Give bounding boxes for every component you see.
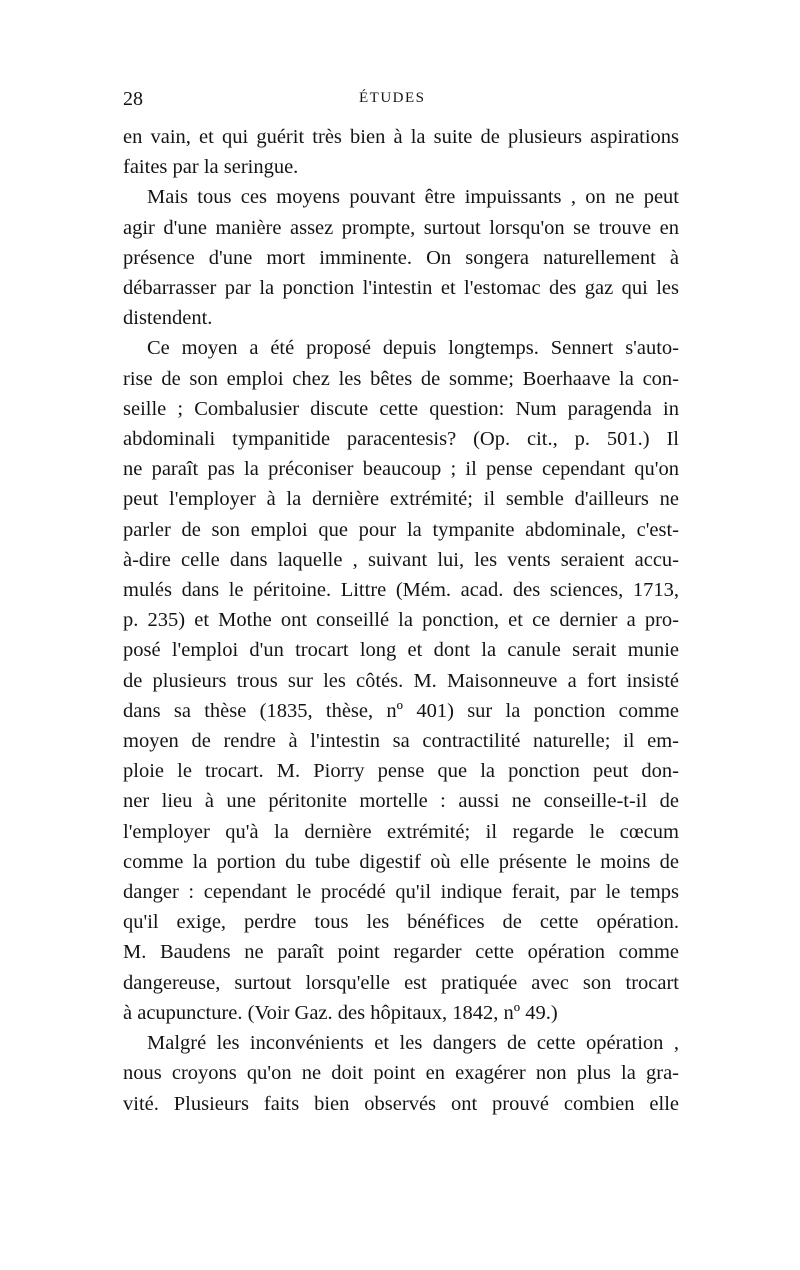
text-line: distendent. xyxy=(123,307,213,330)
text-line: comme la portion du tube digestif où elle présente le moins de xyxy=(123,850,679,873)
document-page xyxy=(123,88,679,1119)
text-line: rise de son emploi chez les bêtes de somme; Boerhaave la con- xyxy=(123,367,679,390)
text-line: ploie le trocart. M. Piorry pense que la ponction peut don- xyxy=(123,760,679,783)
body-text xyxy=(123,122,679,1119)
text-line: mulés dans le péritoine. Littre (Mém. acad. des sciences, 1713, xyxy=(123,579,679,602)
page-number: 28 xyxy=(123,88,143,110)
text-line: peut l'employer à la dernière extrémité; il semble d'ailleurs ne xyxy=(123,488,679,511)
text-line: à acupuncture. (Voir Gaz. des hôpitaux, 1842, nº 49.) xyxy=(123,1001,558,1024)
text-line: vité. Plusieurs faits bien observés ont prouvé combien elle xyxy=(123,1092,679,1115)
text-line: débarrasser par la ponction l'intestin et l'estomac des gaz qui les xyxy=(123,277,679,300)
text-line: ne paraît pas la préconiser beaucoup ; il pense cependant qu'on xyxy=(123,458,679,481)
text-line: moyen de rendre à l'intestin sa contractilité naturelle; il em- xyxy=(123,730,679,753)
text-line: de plusieurs trous sur les côtés. M. Maisonneuve a fort insisté xyxy=(123,669,679,692)
text-line: l'employer qu'à la dernière extrémité; il regarde le cœcum xyxy=(123,820,679,843)
text-line: p. 235) et Mothe ont conseillé la ponction, et ce dernier a pro- xyxy=(123,609,679,632)
text-line: dans sa thèse (1835, thèse, nº 401) sur la ponction comme xyxy=(123,699,679,722)
text-line: faites par la seringue. xyxy=(123,156,299,179)
text-line: en vain, et qui guérit très bien à la suite de plusieurs aspirations xyxy=(123,126,679,148)
text-line: Mais tous ces moyens pouvant être impuissants , on ne peut xyxy=(147,186,679,209)
text-line: danger : cependant le procédé qu'il indique ferait, par le temps xyxy=(123,881,679,904)
text-line: abdominali tympanitide paracentesis? (Op. cit., p. 501.) Il xyxy=(123,428,679,451)
running-head: ÉTUDES xyxy=(359,90,426,106)
text-line: ner lieu à une péritonite mortelle : aussi ne conseille-t-il de xyxy=(123,790,679,813)
text-line: Ce moyen a été proposé depuis longtemps. Sennert s'auto- xyxy=(147,337,679,360)
page-header xyxy=(123,88,679,122)
text-line: parler de son emploi que pour la tympanite abdominale, c'est- xyxy=(123,518,679,541)
text-line: Malgré les inconvénients et les dangers de cette opération , xyxy=(147,1032,679,1055)
text-line: agir d'une manière assez prompte, surtout lorsqu'on se trouve en xyxy=(123,216,679,239)
text-line: présence d'une mort imminente. On songera naturellement à xyxy=(123,246,679,269)
text-line: posé l'emploi d'un trocart long et dont la canule serait munie xyxy=(123,639,679,662)
text-line: à-dire celle dans laquelle , suivant lui, les vents seraient accu- xyxy=(123,548,679,571)
text-line: dangereuse, surtout lorsqu'elle est pratiquée avec son trocart xyxy=(123,971,679,994)
text-line: nous croyons qu'on ne doit point en exagérer non plus la gra- xyxy=(123,1062,679,1085)
text-line: seille ; Combalusier discute cette question: Num paragenda in xyxy=(123,397,679,420)
text-line: M. Baudens ne paraît point regarder cette opération comme xyxy=(123,941,679,964)
text-line: qu'il exige, perdre tous les bénéfices de cette opération. xyxy=(123,911,679,934)
